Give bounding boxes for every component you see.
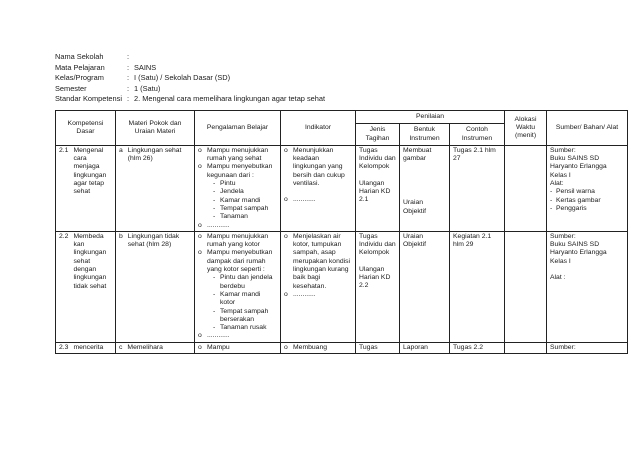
list-item: o Mampu [198, 344, 277, 352]
cell-pengalaman [195, 145, 281, 231]
header-label: Kelas/Program [55, 73, 104, 83]
list-item: o Menunjukkan keadaan lingkungan yang bersih dan cukup ventilasi. [284, 147, 352, 188]
cell-sumber: Sumber: [547, 342, 628, 353]
header-bentuk: Bentuk Instrumen [400, 124, 450, 146]
document-header [55, 52, 325, 105]
alat-title: Alat: [550, 180, 564, 188]
list-item: - Pensil warna [550, 188, 624, 196]
sub-list-item: - Tempat sampah berserakan [213, 308, 277, 325]
sub-list-item: - Tanaman [213, 213, 277, 221]
list-item-text: Mampu menyebutkan dampak dari rumah yang kotor seperti : [207, 249, 273, 274]
header-value: SAINS [134, 62, 157, 72]
cell-pengalaman [195, 342, 281, 353]
materi-text: Lingkungan sehat (hlm 26) [127, 146, 182, 163]
header-indikator: Indikator [281, 111, 356, 146]
cell-contoh [450, 231, 505, 342]
jenis-text: Ulangan Harian KD 2.2 [359, 265, 391, 290]
cell-bentuk [400, 145, 450, 231]
header-alokasi: Alokasi Waktu (menit) [505, 111, 547, 146]
cell-jenis [356, 231, 400, 342]
sumber-text: Buku SAINS SD Haryanto Erlangga Kelas I [550, 241, 607, 265]
header-value: I (Satu) / Sekolah Dasar (SD) [134, 73, 231, 83]
cell-indikator [281, 145, 356, 231]
header-kompetensi: Kompetensi Dasar [56, 111, 116, 146]
list-item: o Mampu menujukkan rumah yang kotor [198, 233, 277, 250]
header-label: Semester [55, 83, 87, 93]
header-value: 1 (Satu) [134, 83, 161, 93]
header-contoh: Contoh Instrumen [450, 124, 505, 146]
header-jenis: Jenis Tagihan [356, 124, 400, 146]
kd-text: Membeda kan lingkungan sehat dengan lingkungan tidak sehat [73, 232, 107, 290]
list-item: - Penggaris [550, 205, 624, 213]
header-separator: : [127, 94, 130, 104]
bentuk-text: Membuat gambar [403, 146, 432, 163]
cell-jenis: Tugas [356, 342, 400, 353]
list-item [198, 249, 277, 332]
materi-text: Memelihara [127, 343, 163, 351]
table-row [56, 231, 628, 342]
alat-title: Alat : [550, 274, 566, 282]
kd-text: mencerita [73, 343, 104, 351]
sub-list-item: - Tempat sampah [213, 205, 277, 213]
lesson-plan-table [55, 110, 628, 354]
jenis-text: Tugas Individu dan Kelompok [359, 232, 396, 257]
list-item: o ............ [284, 196, 352, 204]
materi-letter: a [119, 146, 123, 154]
sub-list-item: - Pintu dan jendela berdebu [213, 274, 277, 291]
sub-list-item: - Kamar mandi [213, 197, 277, 205]
list-item: o Membuang [284, 344, 352, 352]
table-row [56, 342, 628, 353]
header-row-subject [55, 63, 325, 74]
sub-list-item: - Kamar mandi kotor [213, 291, 277, 308]
kd-number: 2.2 [59, 232, 69, 240]
cell-materi [116, 342, 195, 353]
list-item: o ............ [198, 332, 277, 340]
cell-jenis [356, 145, 400, 231]
jenis-text: Ulangan Harian KD 2.1 [359, 179, 391, 204]
sub-list-item: - Tanaman rusak [213, 324, 277, 332]
list-item-text: Mampu menyebutkan kegunaan dari : [207, 163, 273, 179]
cell-indikator [281, 231, 356, 342]
contoh-text: Tugas 2.1 hlm 27 [453, 146, 496, 163]
header-separator: : [127, 83, 130, 93]
header-penilaian: Penilaian [356, 111, 505, 124]
cell-bentuk [400, 231, 450, 342]
header-sumber: Sumber/ Bahan/ Alat [547, 111, 628, 146]
header-separator: : [127, 52, 130, 61]
cell-kompetensi [56, 145, 116, 231]
list-item: - Kertas gambar [550, 197, 624, 205]
materi-text: Lingkungan tidak sehat (hlm 28) [127, 232, 180, 249]
header-separator: : [127, 62, 130, 72]
sub-list-item: - Jendela [213, 188, 277, 196]
cell-indikator [281, 342, 356, 353]
bentuk-text: Uraian Objektif [403, 232, 427, 249]
header-pengalaman: Pengalaman Belajar [195, 111, 281, 146]
kd-text: Mengenal cara menjaga lingkungan agar tetap sehat [73, 146, 107, 196]
cell-materi [116, 231, 195, 342]
list-item: o Mampu menujukkan rumah yang sehat [198, 147, 277, 164]
header-row-competency-standard [55, 94, 325, 105]
sumber-title: Sumber: [550, 146, 576, 154]
list-item: o ............ [284, 291, 352, 299]
list-item [198, 163, 277, 221]
header-label: Nama Sekolah [55, 52, 104, 61]
list-item: o ............ [198, 222, 277, 230]
cell-pengalaman [195, 231, 281, 342]
header-materi: Materi Pokok dan Uraian Materi [116, 111, 195, 146]
cell-alokasi [505, 145, 547, 231]
cell-kompetensi [56, 231, 116, 342]
cell-kompetensi [56, 342, 116, 353]
header-label: Standar Kompetensi [55, 94, 122, 104]
cell-sumber [547, 231, 628, 342]
header-label: Mata Pelajaran [55, 62, 105, 72]
cell-materi [116, 145, 195, 231]
list-item: o Menjelaskan air kotor, tumpukan sampah, asap merupakan kondisi lingkungan kurang baik bagi kesehatan. [284, 233, 352, 291]
header-separator: : [127, 73, 130, 83]
contoh-text: hlm 29 [453, 241, 474, 249]
sub-list-item: - Pintu [213, 180, 277, 188]
jenis-text: Tugas Individu dan Kelompok [359, 146, 396, 171]
sumber-title: Sumber: [550, 232, 576, 240]
table-header-row [56, 111, 628, 124]
cell-contoh [450, 145, 505, 231]
materi-letter: c [119, 343, 123, 351]
cell-contoh: Tugas 2.2 [450, 342, 505, 353]
header-row-class [55, 73, 325, 84]
cell-bentuk: Laporan [400, 342, 450, 353]
header-value: 2. Mengenal cara memelihara lingkungan agar tetap sehat [134, 94, 326, 104]
sumber-text: Buku SAINS SD Haryanto Erlangga Kelas I [550, 155, 607, 179]
materi-letter: b [119, 232, 123, 240]
kd-number: 2.3 [59, 343, 69, 351]
cell-alokasi [505, 231, 547, 342]
header-row-school [55, 52, 325, 63]
header-row-semester [55, 84, 325, 95]
table-row [56, 145, 628, 231]
bentuk-text: Uraian Objektif [403, 199, 427, 215]
kd-number: 2.1 [59, 146, 69, 154]
contoh-text: Kegiatan 2.1 [453, 232, 492, 240]
cell-alokasi [505, 342, 547, 353]
cell-sumber [547, 145, 628, 231]
